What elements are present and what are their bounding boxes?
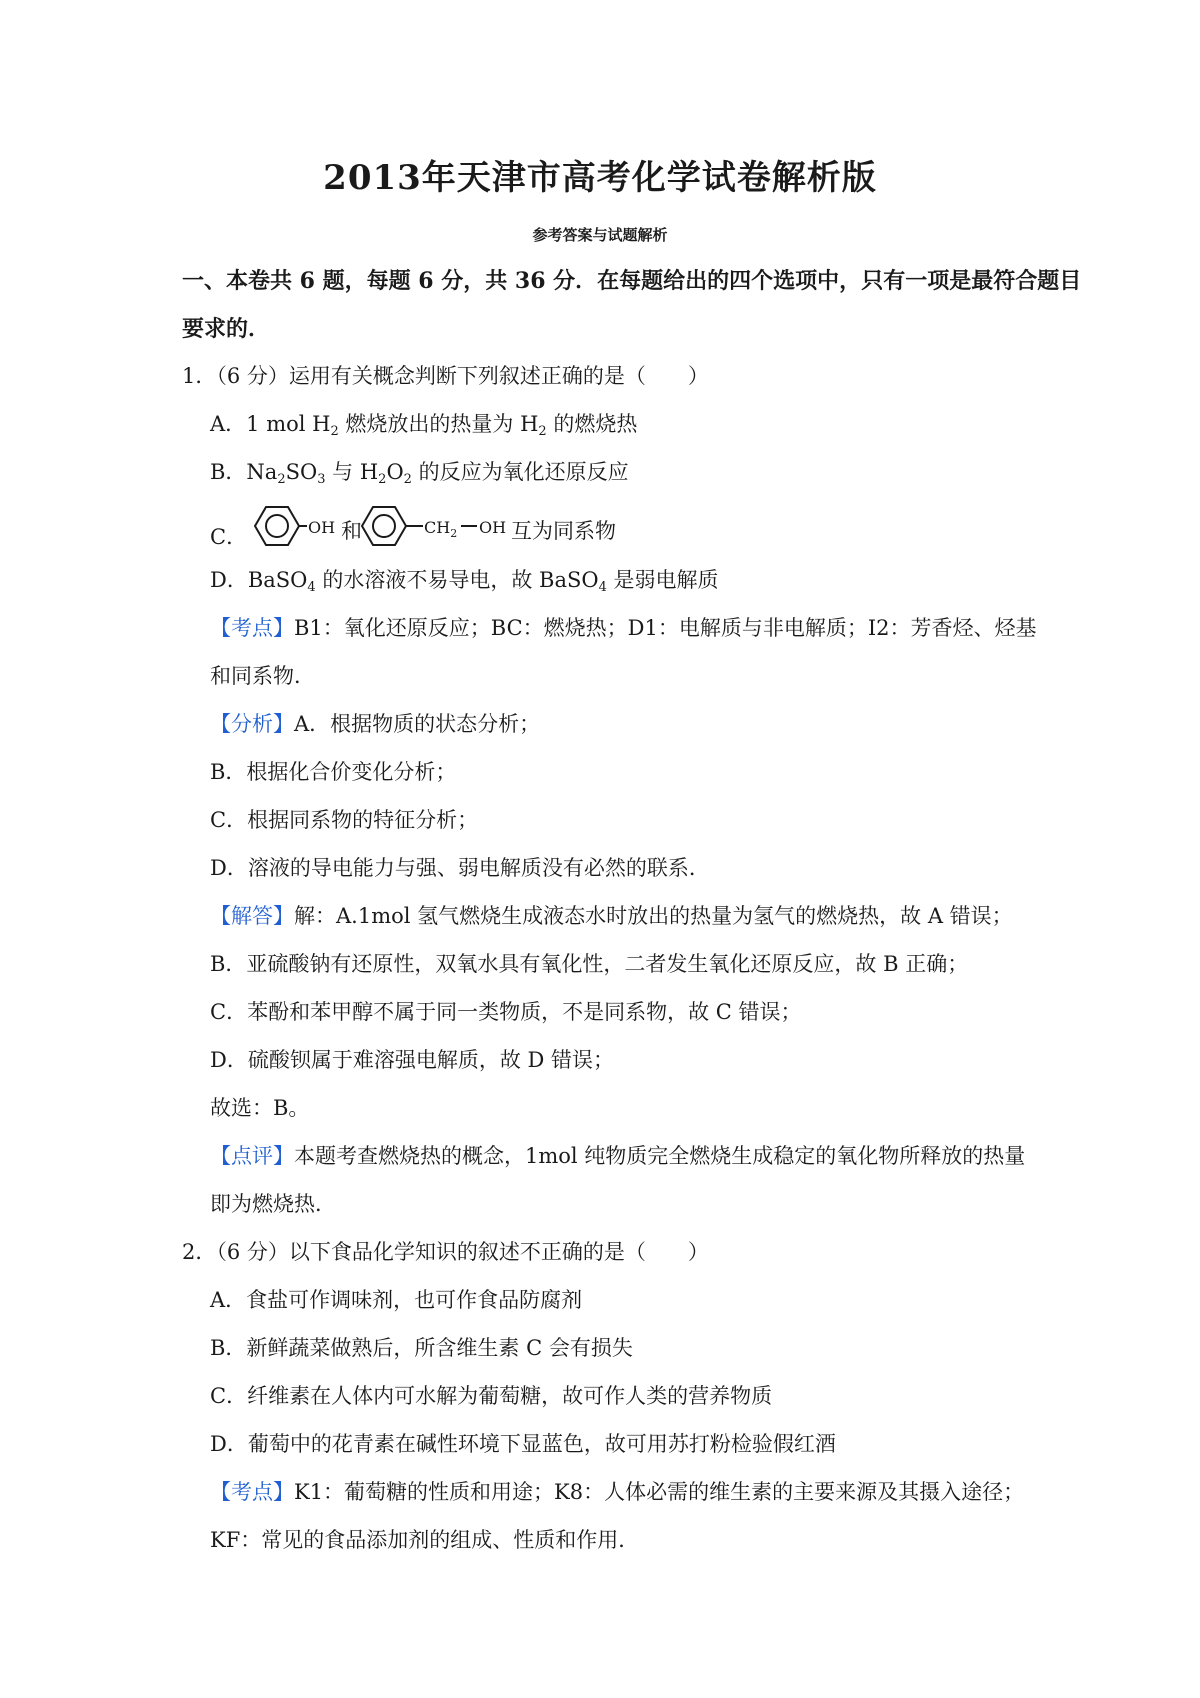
q1-option-d: D．BaSO$_4$ 的水溶液不易导电，故 BaSO$_4$ 是弱电解质	[210, 568, 719, 595]
q1-option-a: A．1 mol $H_2$ 燃烧放出的热量为 $H_2$ 的燃烧热	[210, 412, 638, 439]
q1-fenxi-line-4: D．溶液的导电能力与强、弱电解质没有必然的联系．	[210, 856, 710, 880]
section-heading-line-2: 要求的．	[182, 316, 271, 342]
q1-jieda-line-2: B．亚硫酸钠有还原性，双氧水具有氧化性，二者发生氧化还原反应，故 B 正确；	[210, 952, 969, 976]
q1-kaodian-line-2: 和同系物．	[210, 664, 315, 688]
homolog-text: 互为同系物	[511, 519, 616, 543]
q2-kaodian-line-2: KF：常见的食品添加剂的组成、性质和作用．	[210, 1528, 640, 1552]
q1-option-c-structures	[245, 498, 625, 554]
q1-dianping-line-1: 【点评】本题考查燃烧热的概念，1mol 纯物质完全燃烧生成稳定的氧化物所释放的热量	[210, 1144, 1026, 1168]
q1-fenxi-line-2: B．根据化合价变化分析；	[210, 760, 457, 784]
and-label: 和	[341, 519, 362, 543]
q2-option-b: B．新鲜蔬菜做熟后，所含维生素 C 会有损失	[210, 1336, 633, 1360]
q1-dianping-line-2: 即为燃烧热．	[210, 1192, 336, 1216]
page-title: 2013年天津市高考化学试卷解析版	[323, 158, 877, 198]
q1-fenxi-line-3: C．根据同系物的特征分析；	[210, 808, 479, 832]
q2-kaodian-line-1: 【考点】K1：葡萄糖的性质和用途；K8：人体必需的维生素的主要来源及其摄入途径；	[210, 1480, 1025, 1504]
oh-label-2: OH	[479, 518, 507, 537]
question-2-stem: 2．（6 分）以下食品化学知识的叙述不正确的是（ ）	[182, 1240, 709, 1264]
q1-jieda-line-3: C．苯酚和苯甲醇不属于同一类物质，不是同系物，故 C 错误；	[210, 1000, 802, 1024]
phenol-and-benzyl-alcohol-structures	[245, 498, 625, 554]
q2-option-c: C．纤维素在人体内可水解为葡萄糖，故可作人类的营养物质	[210, 1384, 773, 1408]
oh-label-1: OH	[308, 518, 336, 537]
ch2-label: $CH_2$	[424, 518, 458, 540]
q2-option-d: D．葡萄中的花青素在碱性环境下显蓝色，故可用苏打粉检验假红酒	[210, 1432, 836, 1456]
question-1-stem: 1．（6 分）运用有关概念判断下列叙述正确的是（ ）	[182, 364, 709, 388]
fenxi-tag: 【分析】	[210, 712, 294, 736]
jieda-tag: 【解答】	[210, 904, 294, 928]
section-heading-line-1: 一、本卷共 6 题，每题 6 分，共 36 分．在每题给出的四个选项中，只有一项是最符合题目	[182, 268, 1082, 294]
q1-jieda-line-4: D．硫酸钡属于难溶强电解质，故 D 错误；	[210, 1048, 615, 1072]
page-subtitle: 参考答案与试题解析	[532, 226, 668, 244]
q1-kaodian-line-1: 【考点】B1：氧化还原反应；BC：燃烧热；D1：电解质与非电解质；I2：芳香烃、烃基	[210, 616, 1037, 640]
q1-fenxi-line-1: 【分析】A．根据物质的状态分析；	[210, 712, 541, 736]
q1-jieda-line-5: 故选：B。	[210, 1096, 310, 1120]
q1-option-b: B．$Na_2SO_3$ 与 $H_2O_2$ 的反应为氧化还原反应	[210, 460, 629, 487]
q2-option-a: A．食盐可作调味剂，也可作食品防腐剂	[210, 1288, 583, 1312]
kaodian-tag: 【考点】	[210, 1480, 294, 1504]
q1-jieda-line-1: 【解答】解：A.1mol 氢气燃烧生成液态水时放出的热量为氢气的燃烧热，故 A 错误；	[210, 904, 1013, 928]
kaodian-tag: 【考点】	[210, 616, 294, 640]
dianping-tag: 【点评】	[210, 1144, 294, 1168]
q1-option-c-label: C．	[210, 525, 248, 549]
